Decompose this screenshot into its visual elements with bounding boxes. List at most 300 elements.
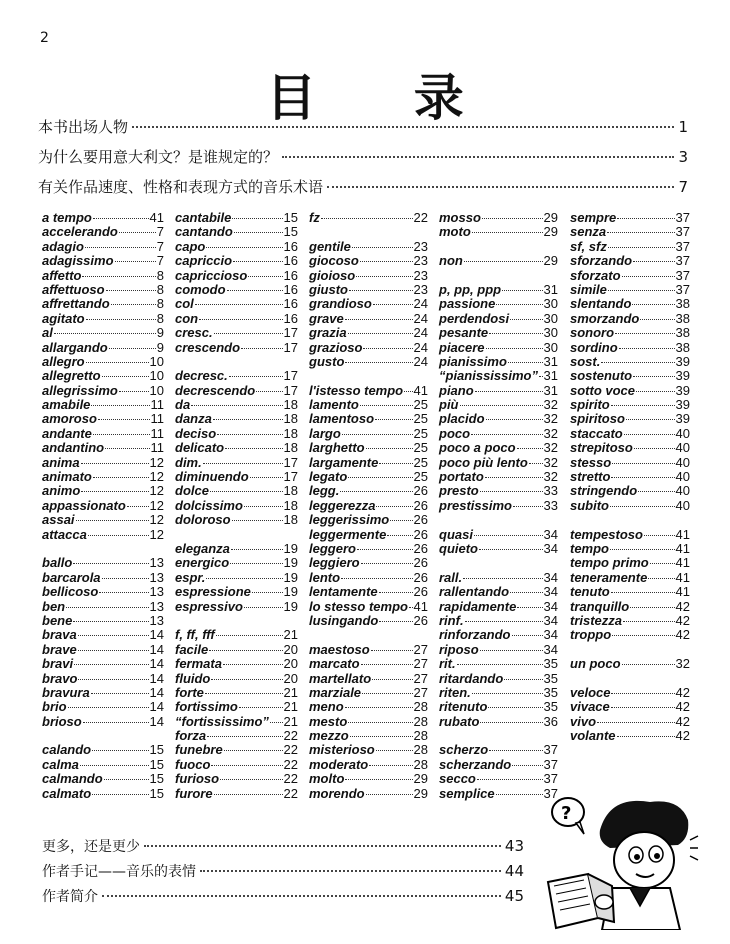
toc-entry[interactable] (42, 886, 524, 911)
term-entry[interactable] (309, 283, 428, 297)
dot-leader (195, 304, 283, 305)
term-name: danza (175, 411, 212, 427)
term-entry[interactable] (42, 427, 164, 441)
term-entry[interactable] (439, 398, 558, 412)
term-entry[interactable] (175, 384, 298, 398)
term-name: espr. (175, 569, 206, 585)
term-page: 22 (283, 756, 298, 772)
term-entry[interactable] (175, 269, 298, 283)
term-page: 15 (149, 785, 164, 801)
term-entry[interactable] (175, 312, 298, 326)
term-entry[interactable] (309, 456, 428, 470)
term-column-1 (42, 211, 164, 801)
term-entry[interactable] (175, 369, 298, 383)
term-entry[interactable] (439, 628, 558, 642)
term-entry[interactable] (42, 513, 164, 527)
term-entry[interactable] (570, 614, 690, 628)
term-entry[interactable] (439, 585, 558, 599)
term-entry[interactable] (570, 628, 690, 642)
term-entry[interactable] (42, 240, 164, 254)
term-entry[interactable] (570, 355, 690, 369)
term-entry[interactable] (309, 499, 428, 513)
term-entry[interactable] (439, 355, 558, 369)
term-entry[interactable] (309, 715, 428, 729)
term-entry[interactable] (570, 384, 690, 398)
term-page: 13 (149, 569, 164, 585)
term-entry[interactable] (439, 441, 558, 455)
dot-leader (362, 693, 412, 694)
term-entry[interactable] (570, 528, 690, 542)
dot-leader (460, 405, 543, 406)
dot-leader (638, 491, 674, 492)
dot-leader (225, 448, 282, 449)
term-entry[interactable] (439, 700, 558, 714)
term-entry[interactable] (439, 341, 558, 355)
term-entry[interactable] (309, 427, 428, 441)
dot-leader (610, 506, 675, 507)
dot-leader (345, 707, 413, 708)
term-name: vivace (570, 699, 610, 715)
term-entry[interactable] (42, 225, 164, 239)
page-title: 目 录 (266, 69, 504, 127)
term-name: allegretto (42, 368, 101, 384)
term-entry[interactable] (309, 341, 428, 355)
term-page: 22 (283, 728, 298, 744)
term-entry[interactable] (309, 326, 428, 340)
term-entry[interactable] (42, 686, 164, 700)
dot-leader (66, 607, 148, 608)
term-page: 24 (413, 339, 428, 355)
dot-leader (472, 693, 543, 694)
toc-entry[interactable] (42, 836, 524, 861)
term-name: subito (570, 497, 609, 513)
term-entry[interactable] (175, 729, 298, 743)
term-entry[interactable] (42, 254, 164, 268)
term-entry[interactable] (42, 326, 164, 340)
term-entry[interactable] (42, 283, 164, 297)
term-name: allegro (42, 353, 85, 369)
term-entry[interactable] (309, 269, 428, 283)
term-name: lento (309, 569, 341, 585)
term-entry[interactable] (309, 398, 428, 412)
term-entry[interactable] (175, 211, 298, 225)
term-entry[interactable] (309, 614, 428, 628)
term-page: 29 (543, 210, 558, 225)
term-entry[interactable] (175, 787, 298, 801)
term-page: 42 (675, 627, 690, 643)
term-entry[interactable] (439, 528, 558, 542)
term-entry[interactable] (570, 585, 690, 599)
dot-leader (92, 750, 148, 751)
term-entry[interactable] (309, 412, 428, 426)
term-entry[interactable] (570, 542, 690, 556)
dot-leader (608, 247, 675, 248)
term-entry[interactable] (439, 283, 558, 297)
term-entry[interactable] (42, 312, 164, 326)
term-page: 16 (283, 253, 298, 269)
term-entry[interactable] (42, 571, 164, 585)
term-entry[interactable] (175, 470, 298, 484)
term-entry[interactable] (175, 254, 298, 268)
toc-entry[interactable] (42, 861, 524, 886)
term-entry[interactable] (439, 672, 558, 686)
term-entry[interactable] (570, 412, 690, 426)
term-name: staccato (570, 425, 623, 441)
term-entry[interactable] (439, 211, 558, 225)
term-entry[interactable] (309, 441, 428, 455)
term-entry[interactable] (42, 211, 164, 225)
dot-leader (482, 218, 543, 219)
dot-leader (93, 434, 150, 435)
dot-leader (633, 376, 674, 377)
term-entry[interactable] (175, 772, 298, 786)
term-name: meno (309, 699, 344, 715)
term-entry[interactable] (42, 297, 164, 311)
term-entry[interactable] (42, 341, 164, 355)
term-entry[interactable] (42, 585, 164, 599)
term-entry[interactable] (175, 585, 298, 599)
term-entry[interactable] (309, 384, 428, 398)
term-entry[interactable] (570, 427, 690, 441)
dot-leader (216, 635, 283, 636)
term-entry[interactable] (439, 542, 558, 556)
term-entry[interactable] (175, 499, 298, 513)
term-entry[interactable] (570, 254, 690, 268)
term-entry[interactable] (570, 456, 690, 470)
term-entry[interactable] (570, 369, 690, 383)
term-entry[interactable] (570, 484, 690, 498)
term-entry[interactable] (309, 542, 428, 556)
term-name: tranquillo (570, 598, 630, 614)
term-entry[interactable] (175, 715, 298, 729)
term-page: 20 (283, 670, 298, 686)
term-name: stringendo (570, 483, 638, 499)
term-entry[interactable] (42, 269, 164, 283)
term-entry[interactable] (570, 441, 690, 455)
term-entry[interactable] (309, 470, 428, 484)
term-page: 40 (675, 425, 690, 441)
term-entry[interactable] (570, 715, 690, 729)
term-page: 37 (675, 238, 690, 254)
term-entry[interactable] (309, 657, 428, 671)
term-entry[interactable] (570, 700, 690, 714)
term-page: 39 (675, 353, 690, 369)
term-name: spirito (570, 397, 610, 413)
term-entry[interactable] (42, 398, 164, 412)
term-page: 8 (156, 310, 164, 326)
term-entry[interactable] (175, 441, 298, 455)
term-entry[interactable] (439, 384, 558, 398)
dot-leader (54, 333, 156, 334)
term-entry[interactable] (309, 254, 428, 268)
dot-leader (379, 621, 412, 622)
dot-leader (109, 348, 156, 349)
term-entry[interactable] (439, 715, 558, 729)
dot-leader (496, 794, 543, 795)
term-entry[interactable] (175, 427, 298, 441)
term-entry[interactable] (309, 729, 428, 743)
section-gap (570, 643, 690, 657)
term-page: 26 (413, 569, 428, 585)
term-entry[interactable] (42, 787, 164, 801)
term-entry[interactable] (309, 312, 428, 326)
term-page: 21 (283, 713, 298, 729)
dot-leader (471, 434, 542, 435)
term-entry[interactable] (175, 743, 298, 757)
term-page: 7 (156, 238, 164, 254)
term-name: crescendo (175, 339, 241, 355)
term-page: 15 (283, 224, 298, 240)
term-entry[interactable] (42, 657, 164, 671)
term-entry[interactable] (42, 556, 164, 570)
term-entry[interactable] (42, 643, 164, 657)
term-entry[interactable] (42, 369, 164, 383)
dot-leader (91, 693, 149, 694)
term-name: attacca (42, 526, 87, 542)
term-page: 21 (283, 684, 298, 700)
dot-leader (601, 362, 674, 363)
term-name: bene (42, 612, 73, 628)
term-page: 35 (543, 684, 558, 700)
term-entry[interactable] (175, 398, 298, 412)
term-entry[interactable] (42, 628, 164, 642)
term-entry[interactable] (439, 614, 558, 628)
term-entry[interactable] (42, 499, 164, 513)
dot-leader (502, 290, 542, 291)
term-entry[interactable] (42, 715, 164, 729)
term-entry[interactable] (309, 240, 428, 254)
dot-leader (203, 463, 283, 464)
term-name: funebre (175, 742, 223, 758)
dot-leader (86, 362, 149, 363)
term-entry[interactable] (439, 427, 558, 441)
term-name: affetto (42, 267, 82, 283)
term-entry[interactable] (309, 556, 428, 570)
term-page: 8 (156, 281, 164, 297)
term-entry[interactable] (175, 643, 298, 657)
term-entry[interactable] (42, 470, 164, 484)
dot-leader (227, 290, 283, 291)
term-name: stesso (570, 454, 612, 470)
dot-leader (465, 621, 543, 622)
term-entry[interactable] (439, 326, 558, 340)
term-entry[interactable] (309, 787, 428, 801)
toc-entry[interactable] (38, 176, 688, 206)
term-entry[interactable] (42, 456, 164, 470)
term-entry[interactable] (570, 571, 690, 585)
term-entry[interactable] (439, 657, 558, 671)
term-page: 14 (149, 656, 164, 672)
term-entry[interactable] (42, 441, 164, 455)
term-name: dolcissimo (175, 497, 243, 513)
toc-entry[interactable] (38, 116, 688, 146)
term-entry[interactable] (309, 672, 428, 686)
term-entry[interactable] (175, 686, 298, 700)
term-entry[interactable] (175, 513, 298, 527)
term-entry[interactable] (309, 297, 428, 311)
term-entry[interactable] (570, 600, 690, 614)
term-name: energico (175, 555, 230, 571)
term-entry[interactable] (42, 758, 164, 772)
term-entry[interactable] (570, 341, 690, 355)
term-page: 22 (283, 771, 298, 787)
term-page: 28 (413, 713, 428, 729)
term-name: misterioso (309, 742, 375, 758)
term-name: grazioso (309, 339, 363, 355)
term-entry[interactable] (175, 225, 298, 239)
term-page: 40 (675, 497, 690, 513)
term-entry[interactable] (309, 211, 428, 225)
dot-leader (496, 304, 542, 305)
term-entry[interactable] (42, 484, 164, 498)
term-entry[interactable] (175, 600, 298, 614)
dot-leader (376, 506, 412, 507)
term-entry[interactable] (309, 643, 428, 657)
term-entry[interactable] (309, 772, 428, 786)
term-entry[interactable] (42, 600, 164, 614)
term-entry[interactable] (175, 556, 298, 570)
term-entry[interactable] (42, 614, 164, 628)
term-page: 31 (543, 368, 558, 384)
term-entry[interactable] (309, 355, 428, 369)
term-entry[interactable] (570, 470, 690, 484)
term-entry[interactable] (570, 269, 690, 283)
term-entry[interactable] (439, 499, 558, 513)
term-entry[interactable] (439, 312, 558, 326)
term-entry[interactable] (42, 672, 164, 686)
term-entry[interactable] (439, 743, 558, 757)
term-name: pesante (439, 325, 489, 341)
term-entry[interactable] (175, 700, 298, 714)
dot-leader (611, 477, 674, 478)
term-entry[interactable] (42, 743, 164, 757)
section-gap (42, 542, 164, 556)
term-entry[interactable] (42, 384, 164, 398)
dot-leader (356, 276, 412, 277)
toc-entry[interactable] (38, 146, 688, 176)
term-page: 41 (675, 540, 690, 556)
term-name: moderato (309, 756, 369, 772)
term-page: 23 (413, 253, 428, 269)
dot-leader (632, 304, 674, 305)
term-entry[interactable] (309, 600, 428, 614)
term-entry[interactable] (42, 528, 164, 542)
term-entry[interactable] (570, 499, 690, 513)
term-entry[interactable] (570, 398, 690, 412)
term-entry[interactable] (439, 571, 558, 585)
term-entry[interactable] (309, 513, 428, 527)
term-name: allegrissimo (42, 382, 118, 398)
term-entry[interactable] (42, 700, 164, 714)
term-entry[interactable] (570, 729, 690, 743)
term-entry[interactable] (570, 283, 690, 297)
term-name: deciso (175, 425, 217, 441)
term-entry[interactable] (439, 643, 558, 657)
dot-leader (282, 156, 674, 158)
term-name: ben (42, 598, 66, 614)
term-entry[interactable] (439, 686, 558, 700)
term-name: poco (439, 425, 471, 441)
term-entry[interactable] (439, 412, 558, 426)
term-entry[interactable] (42, 772, 164, 786)
term-entry[interactable] (175, 758, 298, 772)
term-entry[interactable] (439, 369, 558, 383)
term-entry[interactable] (309, 686, 428, 700)
term-entry[interactable] (175, 326, 298, 340)
term-entry[interactable] (570, 225, 690, 239)
term-name: sempre (570, 210, 617, 225)
term-entry[interactable] (175, 297, 298, 311)
term-entry[interactable] (570, 297, 690, 311)
term-entry[interactable] (175, 341, 298, 355)
term-page: 40 (675, 454, 690, 470)
term-entry[interactable] (439, 254, 558, 268)
term-entry[interactable] (439, 456, 558, 470)
term-entry[interactable] (175, 240, 298, 254)
dot-leader (209, 650, 282, 651)
term-name: a tempo (42, 210, 92, 225)
term-entry[interactable] (570, 211, 690, 225)
term-entry[interactable] (439, 600, 558, 614)
term-entry[interactable] (175, 542, 298, 556)
term-entry[interactable] (42, 355, 164, 369)
term-page: 17 (283, 469, 298, 485)
term-entry[interactable] (309, 528, 428, 542)
term-entry[interactable] (570, 686, 690, 700)
term-entry[interactable] (439, 470, 558, 484)
term-entry[interactable] (309, 758, 428, 772)
term-name: sostenuto (570, 368, 633, 384)
term-entry[interactable] (175, 484, 298, 498)
dot-leader (106, 290, 156, 291)
term-entry[interactable] (42, 412, 164, 426)
term-name: ritardando (439, 670, 504, 686)
term-entry[interactable] (175, 657, 298, 671)
term-page: 23 (413, 238, 428, 254)
dot-leader (539, 376, 543, 377)
term-entry[interactable] (570, 312, 690, 326)
term-entry[interactable] (309, 484, 428, 498)
dot-leader (485, 477, 543, 478)
term-entry[interactable] (175, 571, 298, 585)
term-name: animo (42, 483, 81, 499)
term-entry[interactable] (175, 283, 298, 297)
term-entry[interactable] (570, 240, 690, 254)
term-entry[interactable] (175, 456, 298, 470)
term-entry[interactable] (309, 585, 428, 599)
term-entry[interactable] (309, 700, 428, 714)
term-entry[interactable] (175, 628, 298, 642)
dot-leader (371, 650, 413, 651)
term-page: 19 (283, 540, 298, 556)
term-entry[interactable] (309, 743, 428, 757)
term-entry[interactable] (439, 297, 558, 311)
term-entry[interactable] (570, 556, 690, 570)
term-entry[interactable] (439, 772, 558, 786)
term-entry[interactable] (570, 657, 690, 671)
term-entry[interactable] (439, 225, 558, 239)
term-entry[interactable] (570, 326, 690, 340)
dot-leader (345, 319, 413, 320)
term-entry[interactable] (439, 758, 558, 772)
term-entry[interactable] (439, 484, 558, 498)
term-entry[interactable] (175, 672, 298, 686)
dot-leader (634, 448, 675, 449)
term-page: 37 (675, 281, 690, 297)
term-entry[interactable] (309, 571, 428, 585)
term-column-2 (175, 211, 298, 801)
term-entry[interactable] (175, 412, 298, 426)
